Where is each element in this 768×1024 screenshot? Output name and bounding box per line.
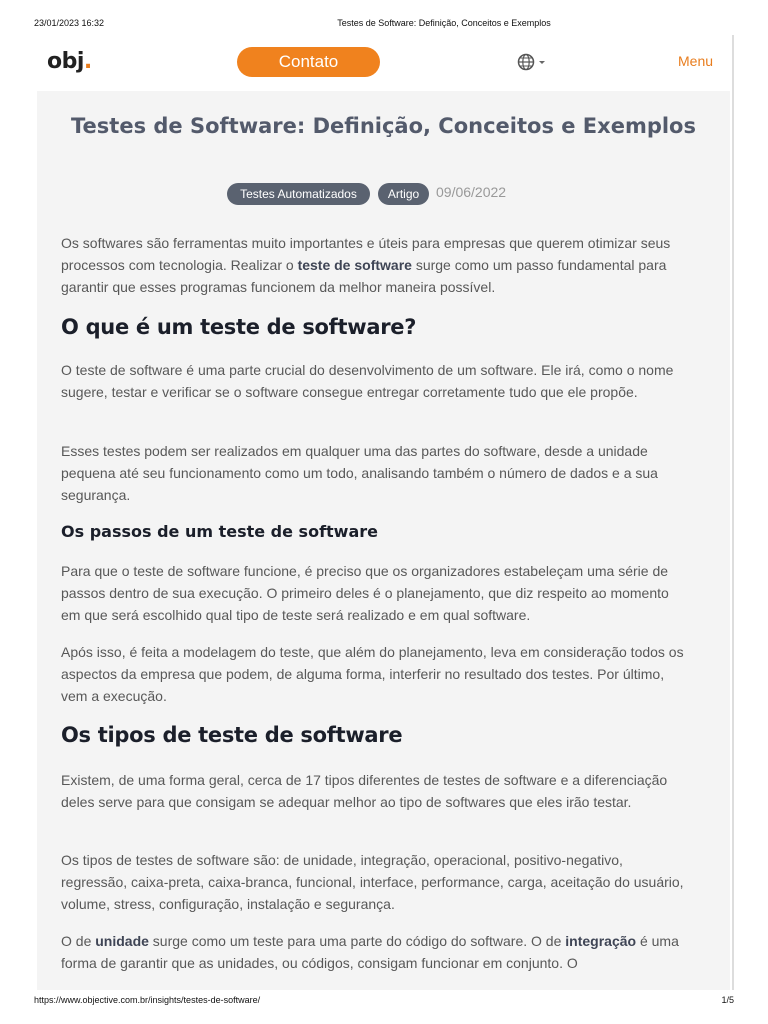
paragraph-5: Existem, de uma forma geral, cerca de 17 tipos diferentes de testes de software e a diferenciação deles serve para que consigam se adequar melhor ao tipo de softwares que eles irão testar.	[61, 772, 668, 810]
site-header	[37, 35, 731, 91]
print-page-number: 1/5	[721, 995, 734, 1005]
p7-text-c: surge como um teste para uma parte do código do software. O de	[148, 933, 566, 949]
paragraph-7	[61, 930, 686, 974]
p7-text-a: O de	[61, 933, 96, 949]
subheading-test-steps: Os passos de um teste de software	[61, 522, 378, 541]
globe-icon	[516, 52, 550, 72]
menu-link[interactable]: Menu	[678, 53, 714, 69]
paragraph-3: Para que o teste de software funcione, é preciso que os organizadores estabeleçam uma série de passos dentro de sua execução. O primeiro deles é o planejamento, que diz respeito ao momento em que será escolhido qual tipo de teste será realizado e em qual software.	[61, 563, 669, 623]
article-card	[37, 91, 730, 990]
intro-paragraph	[61, 232, 686, 298]
language-selector[interactable]	[516, 52, 550, 72]
print-date: 23/01/2023 16:32	[34, 18, 105, 28]
logo[interactable]	[47, 49, 92, 74]
intro-text-end: surge como um passo fundamental para garantir que esses programas funcionem da melhor maneira possível.	[61, 257, 667, 295]
paragraph-4: Após isso, é feita a modelagem do teste, que além do planejamento, leva em consideração todos os aspectos da empresa que podem, de alguma forma, interferir no resultado dos testes. Por último, vem a execução.	[61, 644, 684, 704]
logo-dot: .	[83, 49, 92, 74]
p7-bold-unidade: unidade	[95, 933, 149, 949]
tag-testes-automatizados[interactable]: Testes Automatizados	[227, 183, 370, 205]
print-title: Testes de Software: Definição, Conceitos e Exemplos	[337, 18, 551, 28]
article-title: Testes de Software: Definição, Conceitos e Exemplos	[71, 114, 696, 138]
intro-text-start: Os softwares são ferramentas muito importantes e úteis para empresas que querem otimizar seus processos com tecnologia. Realizar o	[61, 235, 671, 273]
paragraph-6: Os tipos de testes de software são: de unidade, integração, operacional, positivo-negativo, regressão, caixa-preta, caixa-branca, funcional, interface, performance, carga, aceitação do usuário, volume, stress, configuração, instalação e segurança.	[61, 852, 684, 912]
paragraph-1: O teste de software é uma parte crucial do desenvolvimento de um software. Ele irá, como o nome sugere, testar e verificar se o software consegue entregar corretamente tudo que ele propõe.	[61, 362, 674, 400]
heading-what-is-software-test: O que é um teste de software?	[61, 315, 417, 339]
p7-bold-integracao: integração	[565, 933, 637, 949]
heading-test-types: Os tipos de teste de software	[61, 723, 403, 747]
page-edge-divider	[732, 35, 734, 990]
paragraph-2: Esses testes podem ser realizados em qualquer uma das partes do software, desde a unidade pequena até seu funcionamento como um todo, analisando também o número de dados e a sua segurança.	[61, 443, 658, 503]
tag-artigo[interactable]: Artigo	[378, 183, 429, 205]
intro-link-teste-de-software[interactable]: teste de software	[297, 257, 412, 273]
p7-text-d: é uma forma de garantir que as unidades, ou códigos, consigam funcionar em conjunto. O	[61, 933, 679, 971]
print-url: https://www.objective.com.br/insights/testes-de-software/	[34, 995, 261, 1005]
article-date: 09/06/2022	[436, 184, 507, 200]
contact-button[interactable]: Contato	[237, 47, 380, 77]
logo-text: obj	[47, 49, 84, 74]
